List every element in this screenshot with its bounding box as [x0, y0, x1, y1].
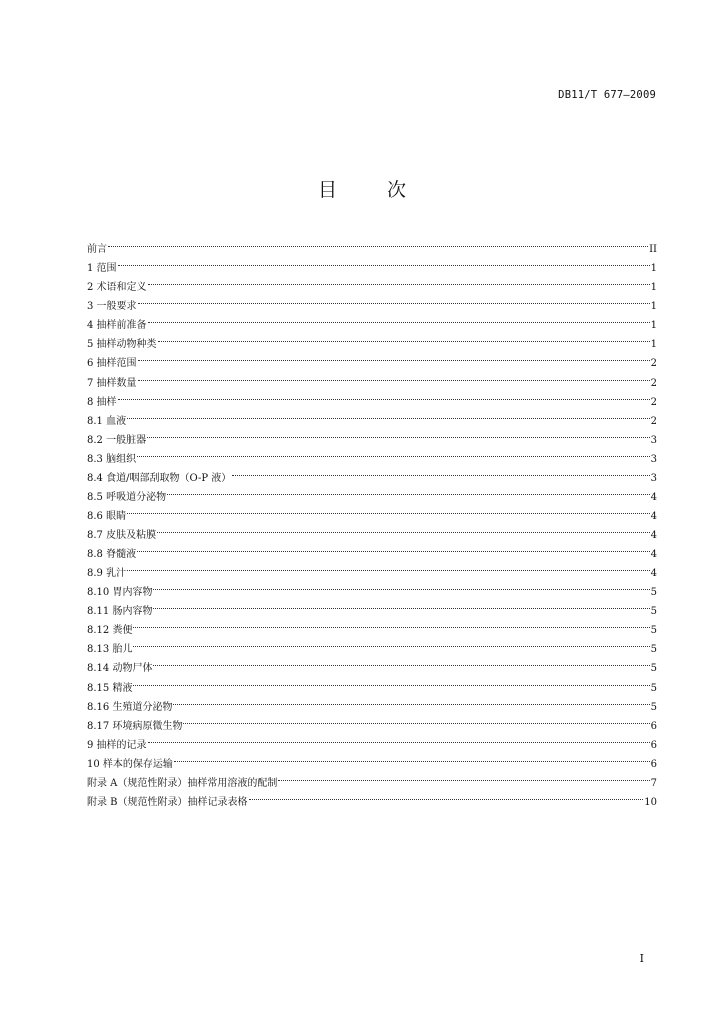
toc-entry-label: 8.15 精液 — [87, 682, 133, 694]
toc-leader-dots — [153, 576, 649, 595]
toc-entry[interactable] — [87, 710, 657, 732]
toc-entry-page: 5 — [650, 682, 657, 694]
toc-entry-label: 8.13 胎儿 — [87, 644, 133, 656]
toc-entry-page: 4 — [650, 530, 657, 541]
toc-entry-page: 1 — [650, 263, 657, 275]
toc-leader-dots — [153, 652, 649, 671]
toc-entry-page: 10 — [644, 796, 657, 808]
toc-entry[interactable] — [87, 481, 657, 503]
toc-entry[interactable] — [87, 252, 657, 275]
toc-entry[interactable] — [87, 671, 657, 694]
toc-entry-page: 3 — [650, 434, 657, 446]
toc-entry-page: 5 — [650, 606, 657, 618]
toc-leader-dots — [249, 786, 644, 805]
toc-leader-dots — [138, 290, 650, 309]
toc-entry[interactable] — [87, 366, 657, 389]
toc-leader-dots — [148, 729, 650, 748]
toc-entry[interactable] — [87, 748, 657, 770]
toc-entry-label: 10 样本的保存运输 — [87, 758, 173, 770]
toc-entry-label: 8.2 一般脏器 — [87, 434, 147, 446]
toc-entry-page: 1 — [650, 282, 657, 294]
toc-leader-dots — [278, 767, 649, 786]
toc-entry-label: 6 抽样范围 — [87, 358, 137, 370]
toc-entry-label: 8.5 呼吸道分泌物 — [87, 491, 167, 503]
toc-entry-label: 8.6 眼睛 — [87, 510, 127, 522]
toc-entry[interactable] — [87, 271, 657, 294]
toc-entry[interactable] — [87, 443, 657, 465]
toc-entry[interactable] — [87, 347, 657, 370]
toc-entry-label: 8.1 血液 — [87, 415, 127, 427]
toc-entry[interactable] — [87, 519, 657, 541]
toc-entry-label: 8.7 皮肤及粘膜 — [87, 530, 157, 541]
toc-entry-label: 3 一般要求 — [87, 301, 137, 313]
toc-entry-label: 8.8 脊髓液 — [87, 549, 137, 561]
toc-entry-page: 1 — [650, 339, 657, 351]
toc-entry-page: 4 — [650, 549, 657, 561]
toc-entry[interactable] — [87, 309, 657, 332]
toc-entry[interactable] — [87, 233, 657, 256]
toc-entry-page: 4 — [650, 491, 657, 503]
page-number: I — [639, 952, 644, 965]
toc-entry-page: 4 — [650, 510, 657, 522]
toc-entry[interactable] — [87, 652, 657, 675]
toc-entry-label: 8.3 脑组织 — [87, 453, 137, 465]
toc-entry-page: 6 — [650, 739, 657, 751]
toc-entry-label: 8 抽样 — [87, 396, 117, 408]
toc-entry-page: 5 — [650, 644, 657, 656]
toc-entry-page: 6 — [650, 758, 657, 770]
toc-entry-page: 2 — [650, 415, 657, 427]
toc-leader-dots — [183, 710, 649, 729]
toc-entry[interactable] — [87, 633, 657, 656]
toc-entry-page: 1 — [650, 301, 657, 313]
toc-entry-label: 8.12 粪便 — [87, 625, 133, 637]
toc-entry[interactable] — [87, 595, 657, 618]
toc-leader-dots — [232, 462, 649, 481]
toc-entry[interactable] — [87, 500, 657, 522]
toc-leader-dots — [137, 538, 650, 557]
toc-entry-page: 5 — [650, 587, 657, 599]
toc-entry-page: 6 — [650, 720, 657, 732]
toc-entry-page: 5 — [650, 663, 657, 675]
toc-leader-dots — [118, 386, 650, 405]
toc-leader-dots — [157, 519, 650, 538]
toc-entry[interactable] — [87, 614, 657, 637]
toc-entry-label: 5 抽样动物种类 — [87, 339, 157, 351]
toc-leader-dots — [127, 557, 650, 576]
toc-entry-label: 1 范围 — [87, 263, 117, 275]
toc-entry[interactable] — [87, 328, 657, 351]
toc-entry-page: 2 — [650, 396, 657, 408]
toc-leader-dots — [174, 748, 650, 767]
toc-leader-dots — [158, 328, 650, 347]
toc-entry[interactable] — [87, 462, 657, 484]
toc-leader-dots — [147, 424, 650, 443]
toc-title: 目 次 — [317, 179, 429, 201]
toc-entry-page: 4 — [650, 568, 657, 580]
toc-leader-dots — [127, 500, 650, 519]
toc-leader-dots — [118, 252, 650, 271]
toc-entry[interactable] — [87, 386, 657, 408]
toc-entry-label: 前言 — [87, 244, 107, 256]
toc-leader-dots — [127, 405, 650, 424]
toc-entry-page: II — [649, 244, 657, 256]
toc-entry[interactable] — [87, 729, 657, 751]
toc-leader-dots — [173, 691, 649, 710]
toc-entry-label: 2 术语和定义 — [87, 282, 147, 294]
toc-entry-page: 3 — [650, 472, 657, 484]
toc-leader-dots — [148, 309, 650, 328]
toc-entry-page: 2 — [650, 358, 657, 370]
toc-entry-label: 8.16 生殖道分泌物 — [87, 701, 173, 713]
toc-leader-dots — [138, 347, 650, 366]
toc-leader-dots — [138, 366, 650, 385]
toc-entry[interactable] — [87, 424, 657, 446]
toc-entry[interactable] — [87, 290, 657, 313]
toc-entry-label: 8.11 肠内容物 — [87, 606, 153, 618]
document-code: DB11/T 677—2009 — [558, 89, 656, 101]
toc-leader-dots — [167, 481, 650, 500]
toc-entry[interactable] — [87, 691, 657, 713]
toc-entry-page: 3 — [650, 453, 657, 465]
toc-entry[interactable] — [87, 557, 657, 580]
toc-entry-label: 8.4 食道/咽部刮取物（O-P 液） — [87, 472, 232, 484]
toc-entry-label: 8.17 环境病原微生物 — [87, 720, 183, 732]
toc-leader-dots — [133, 633, 649, 652]
toc-leader-dots — [153, 595, 649, 614]
toc-entry-label: 7 抽样数量 — [87, 377, 137, 389]
toc-entry-page: 7 — [650, 777, 657, 789]
toc-leader-dots — [133, 614, 649, 633]
toc-leader-dots — [133, 671, 649, 690]
toc-entry-label: 9 抽样的记录 — [87, 739, 147, 751]
toc-entry-page: 1 — [650, 320, 657, 332]
toc-entry[interactable] — [87, 538, 657, 561]
toc-entry-page: 5 — [650, 625, 657, 637]
toc-leader-dots — [137, 443, 650, 462]
toc-entry[interactable] — [87, 576, 657, 599]
toc-entry-page: 5 — [650, 701, 657, 713]
toc-entry-label: 8.9 乳汁 — [87, 568, 127, 580]
toc-entry[interactable] — [87, 405, 657, 427]
toc-leader-dots — [148, 271, 650, 290]
toc-entry-label: 8.14 动物尸体 — [87, 663, 153, 675]
toc-leader-dots — [108, 233, 648, 252]
toc-entry-label: 4 抽样前准备 — [87, 320, 147, 332]
toc-entry-page: 2 — [650, 377, 657, 389]
toc-entry-label: 8.10 胃内容物 — [87, 587, 153, 599]
table-of-contents — [87, 233, 657, 808]
toc-entry-label: 附录 A（规范性附录）抽样常用溶液的配制 — [87, 777, 278, 789]
toc-entry-label: 附录 B（规范性附录）抽样记录表格 — [87, 796, 248, 808]
